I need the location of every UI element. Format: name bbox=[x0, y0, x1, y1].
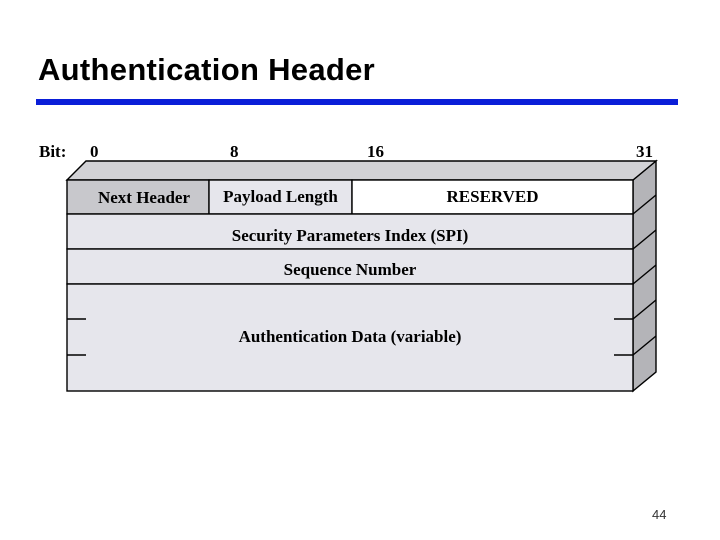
box-side-panel bbox=[633, 161, 656, 391]
bit-marker-16: 16 bbox=[367, 142, 384, 161]
box-top-panel bbox=[67, 161, 656, 180]
spi-label: Security Parameters Index (SPI) bbox=[231, 226, 469, 245]
bit-caption: Bit: bbox=[39, 142, 67, 161]
next-header-label: Next Header bbox=[97, 188, 191, 207]
bit-marker-8: 8 bbox=[230, 142, 239, 161]
page-number: 44 bbox=[652, 507, 667, 522]
payload-length-label: Payload Length bbox=[223, 187, 338, 206]
slide-title: Authentication Header bbox=[38, 52, 376, 87]
bit-marker-31: 31 bbox=[636, 142, 653, 161]
reserved-label: RESERVED bbox=[446, 187, 539, 206]
sequence-number-label: Sequence Number bbox=[283, 260, 417, 279]
authentication-data-label: Authentication Data (variable) bbox=[238, 327, 462, 346]
bit-marker-0: 0 bbox=[90, 142, 99, 161]
